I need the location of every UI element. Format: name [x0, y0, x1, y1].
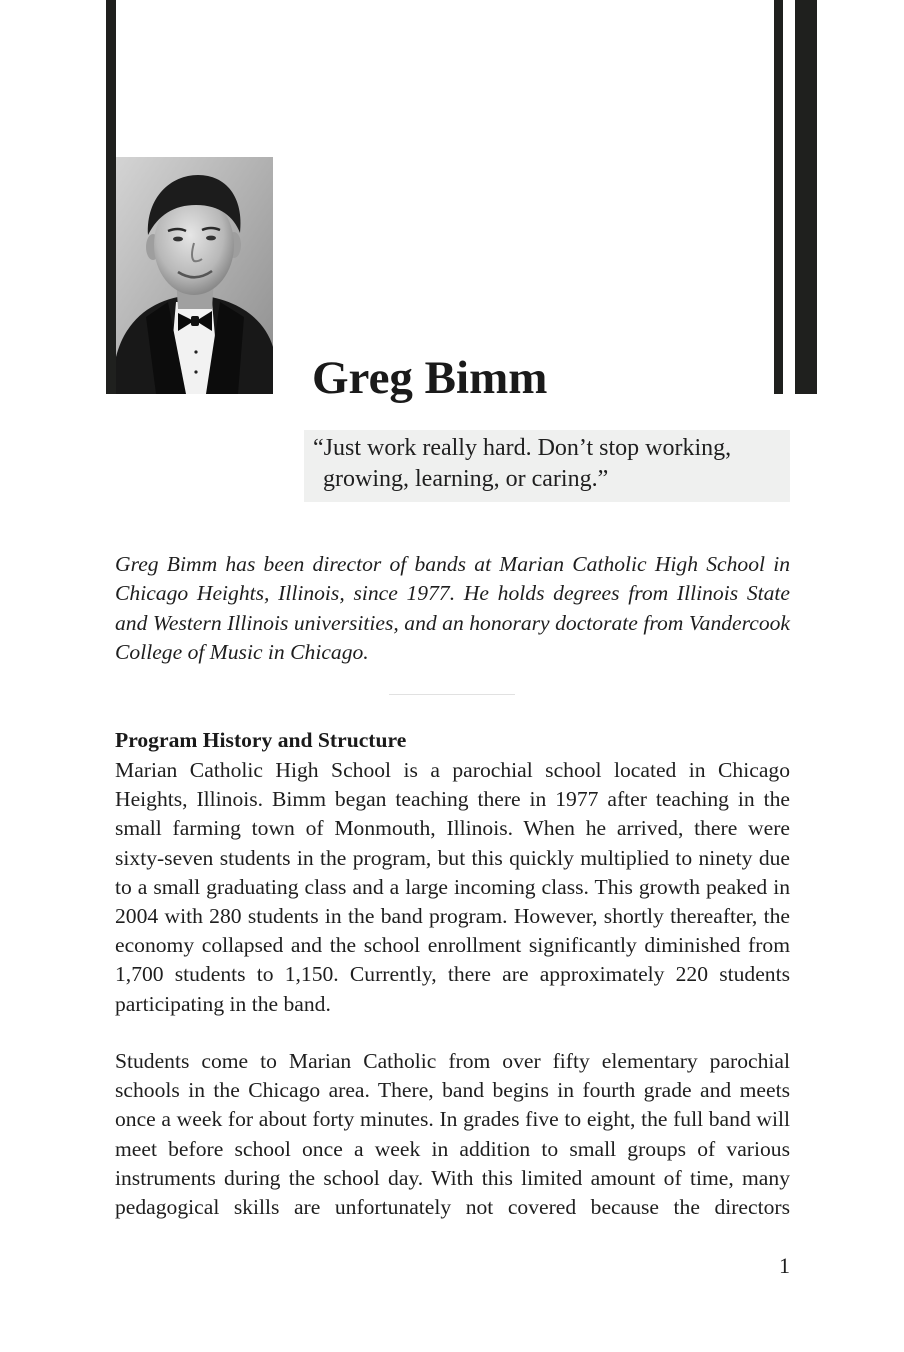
section-divider	[389, 694, 515, 695]
body-paragraph-1: Marian Catholic High School is a parochial school located in Chicago Heights, Illinois. Bimm began teaching there in 1977 after teaching in the small farming town of Monmouth, Illinois. When he arrived, there were sixty-seven students in the program, but this quickly multiplied to ninety due to a small graduating class and a large incoming class. This growth peaked in 2004 with 280 students in the band program. However, shortly thereafter, the economy collapsed and the school enrollment significantly diminished from 1,700 students to 1,150. Currently, there are approximately 220 students participating in the band.	[115, 758, 790, 1016]
right-decorative-bar-thick	[795, 0, 817, 394]
quote-line-2: growing, learning, or caring.”	[323, 466, 609, 492]
profile-name: Greg Bimm	[312, 352, 548, 404]
portrait-illustration	[116, 157, 273, 394]
body-paragraph-2: Students come to Marian Catholic from over fifty elementary parochial schools in the Chicago area. There, band begins in fourth grade and meets once a week for about forty minutes. In grades five to eight, the full band will meet before school once a week in addition to small groups of various instruments during the school day. With this limited amount of time, many pedagogical skills are unfortunately not covered because the directors	[115, 1049, 790, 1220]
right-decorative-bar-thin	[774, 0, 783, 394]
portrait-photo	[116, 157, 273, 394]
left-decorative-bar	[106, 0, 116, 394]
page-number: 1	[779, 1253, 790, 1278]
section-heading: Program History and Structure	[115, 728, 407, 752]
intro-paragraph: Greg Bimm has been director of bands at Marian Catholic High School in Chicago Heights, Illinois, since 1977. He holds degrees from Illinois State and Western Illinois universities, and an honorary doctorate from Vandercook College of Music in Chicago.	[115, 552, 790, 664]
pull-quote	[304, 430, 790, 502]
quote-line-1: “Just work really hard. Don’t stop working,	[313, 435, 732, 461]
